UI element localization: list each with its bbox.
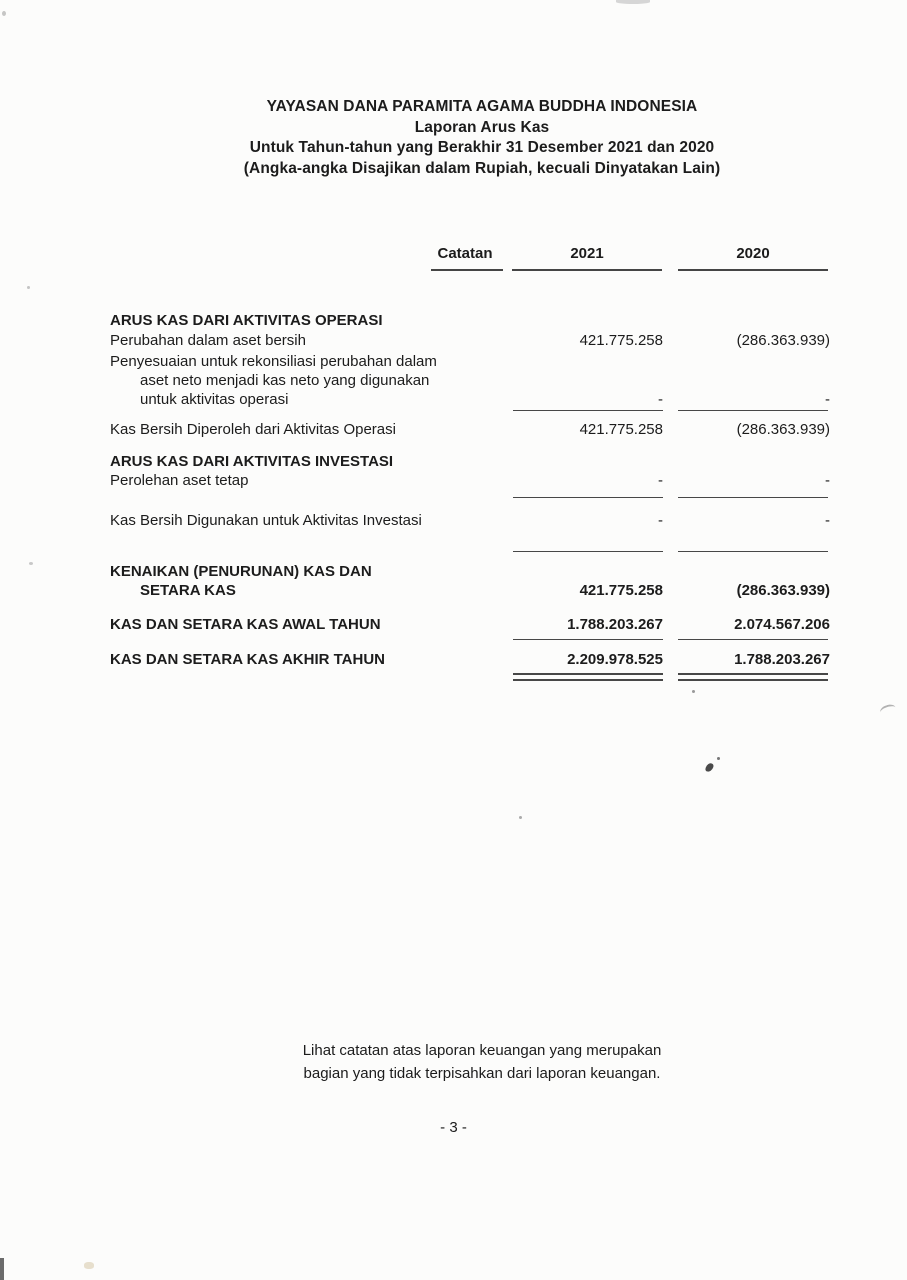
subtotal-rule-2021 — [513, 551, 663, 552]
row-label-line-1: KENAIKAN (PENURUNAN) KAS DAN — [110, 563, 372, 580]
value-2021: 421.775.258 — [579, 421, 663, 438]
value-2021: 1.788.203.267 — [567, 616, 663, 633]
row-label — [110, 562, 510, 600]
value-2020: 2.074.567.206 — [734, 616, 830, 633]
value-2021: 2.209.978.525 — [567, 651, 663, 668]
scan-artifact — [519, 816, 522, 819]
row-label-line-2: SETARA KAS — [140, 582, 236, 599]
scan-artifact — [84, 1262, 94, 1269]
footnote-line-2: bagian yang tidak terpisahkan dari laporan keuangan. — [303, 1065, 661, 1082]
column-rule-2021 — [512, 269, 662, 271]
column-rule-2020 — [678, 269, 828, 271]
value-2020: (286.363.939) — [736, 421, 830, 438]
organization-name: YAYASAN DANA PARAMITA AGAMA BUDDHA INDONESIA — [266, 98, 698, 115]
subtotal-rule-2021 — [513, 639, 663, 640]
scan-artifact — [0, 1258, 4, 1280]
column-header-catatan: Catatan — [437, 245, 493, 262]
value-2020: - — [825, 512, 830, 529]
document-header — [57, 97, 907, 179]
row-label — [110, 352, 510, 409]
scan-artifact — [692, 690, 695, 693]
subtotal-rule-2020 — [678, 410, 828, 411]
scan-artifact — [705, 762, 714, 773]
row-label-line-1: Penyesuaian untuk rekonsiliasi perubahan dalam — [110, 353, 437, 370]
value-2021: 421.775.258 — [579, 332, 663, 349]
row-label: KAS DAN SETARA KAS AKHIR TAHUN — [110, 651, 385, 668]
scan-artifact — [2, 11, 6, 16]
total-double-rule-2020 — [678, 673, 828, 681]
total-double-rule-2021 — [513, 673, 663, 681]
footnote — [57, 1039, 907, 1085]
value-2020: - — [825, 472, 830, 489]
value-2020: (286.363.939) — [736, 332, 830, 349]
report-title: Laporan Arus Kas — [414, 118, 550, 136]
section-heading-label: ARUS KAS DARI AKTIVITAS OPERASI — [110, 312, 383, 329]
value-2020: 1.788.203.267 — [734, 651, 830, 668]
report-period: Untuk Tahun-tahun yang Berakhir 31 Desember 2021 dan 2020 — [249, 139, 715, 156]
subtotal-rule-2020 — [678, 639, 828, 640]
column-header-2021: 2021 — [570, 245, 604, 262]
value-2021: - — [658, 512, 663, 529]
row-label-line-2: aset neto menjadi kas neto yang digunakan — [140, 372, 430, 389]
subtotal-rule-2020 — [678, 497, 828, 498]
value-2020: - — [825, 391, 830, 408]
row-label-line-3: untuk aktivitas operasi — [140, 391, 289, 408]
page-number: - 3 - — [440, 1119, 467, 1136]
scan-artifact — [879, 703, 897, 717]
row-label: Kas Bersih Diperoleh dari Aktivitas Operasi — [110, 421, 396, 438]
section-heading-label: ARUS KAS DARI AKTIVITAS INVESTASI — [110, 453, 394, 470]
value-2021: 421.775.258 — [579, 582, 663, 599]
row-label: Perubahan dalam aset bersih — [110, 332, 306, 349]
column-header-2020: 2020 — [736, 245, 770, 262]
value-2020: (286.363.939) — [736, 582, 830, 599]
footnote-line-1: Lihat catatan atas laporan keuangan yang merupakan — [302, 1042, 662, 1059]
subtotal-rule-2021 — [513, 410, 663, 411]
subtotal-rule-2020 — [678, 551, 828, 552]
value-2021: - — [658, 391, 663, 408]
scan-artifact — [27, 286, 30, 289]
scan-artifact — [29, 562, 33, 565]
row-label: Perolehan aset tetap — [110, 472, 249, 489]
row-label: KAS DAN SETARA KAS AWAL TAHUN — [110, 616, 381, 633]
value-2021: - — [658, 472, 663, 489]
column-rule-catatan — [431, 269, 503, 271]
row-label: Kas Bersih Digunakan untuk Aktivitas Investasi — [110, 512, 422, 529]
scan-artifact — [616, 0, 650, 4]
subtotal-rule-2021 — [513, 497, 663, 498]
currency-note: (Angka-angka Disajikan dalam Rupiah, kecuali Dinyatakan Lain) — [243, 159, 721, 177]
scan-artifact — [717, 757, 720, 760]
